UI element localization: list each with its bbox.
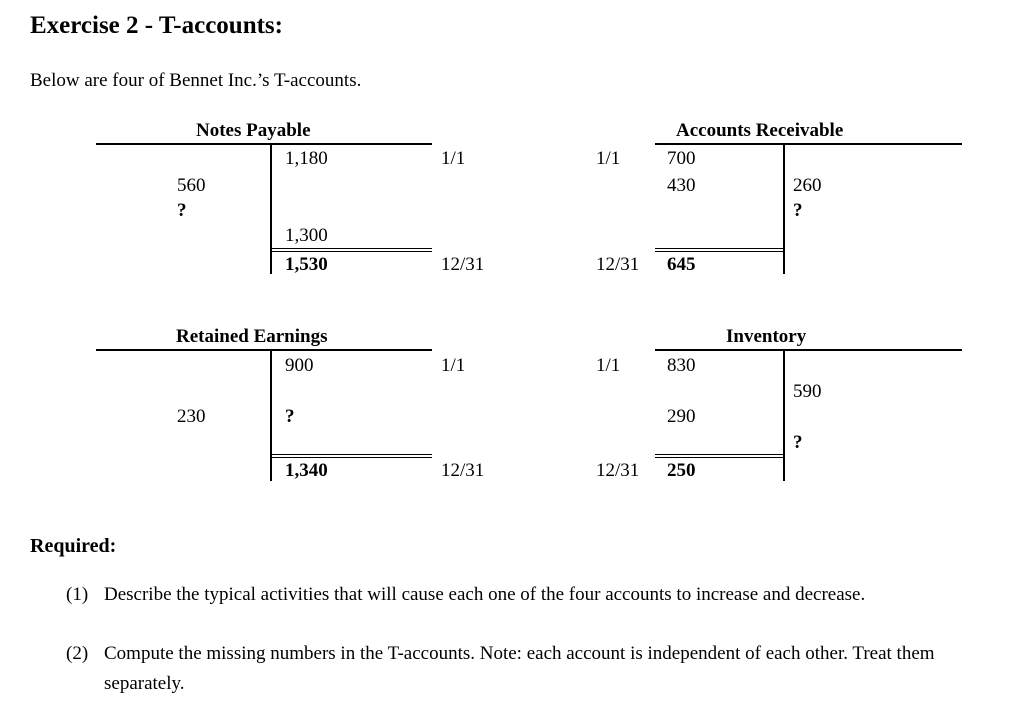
t-account-top-line <box>655 349 962 351</box>
account-title: Retained Earnings <box>176 326 328 347</box>
required-item <box>66 639 966 699</box>
ending-date: 12/31 <box>596 460 640 481</box>
debit-entry: 560 <box>177 175 206 196</box>
ending-balance: 645 <box>667 254 696 275</box>
ending-date: 12/31 <box>441 460 485 481</box>
ending-balance: 250 <box>667 460 696 481</box>
ending-date: 12/31 <box>596 254 640 275</box>
required-item <box>66 580 966 610</box>
debit-entry-missing: ? <box>177 200 187 221</box>
t-account-center-line <box>270 349 272 481</box>
t-account-top-line <box>655 143 962 145</box>
required-item-number: (2) <box>66 643 89 664</box>
t-account-center-line <box>783 349 785 481</box>
credit-entry: 260 <box>793 175 822 196</box>
entry-date: 1/1 <box>596 148 621 169</box>
account-title: Notes Payable <box>196 120 311 141</box>
total-double-line <box>270 248 432 252</box>
credit-entry-missing: ? <box>793 432 803 453</box>
credit-entry-missing: ? <box>793 200 803 221</box>
intro-text: Below are four of Bennet Inc.’s T-accounts. <box>30 70 362 91</box>
t-account-top-line <box>96 349 432 351</box>
total-double-line <box>655 454 783 458</box>
required-item-text: Compute the missing numbers in the T-accounts. Note: each account is independent of each other. Treat them separately. <box>104 643 935 694</box>
entry-date: 1/1 <box>441 148 466 169</box>
debit-entry: 430 <box>667 175 696 196</box>
credit-entry-missing: ? <box>285 406 295 427</box>
credit-entry: 900 <box>285 355 314 376</box>
debit-entry: 700 <box>667 148 696 169</box>
required-heading: Required: <box>30 535 117 557</box>
debit-entry: 230 <box>177 406 206 427</box>
entry-date: 1/1 <box>441 355 466 376</box>
ending-balance: 1,530 <box>285 254 328 275</box>
t-account-center-line <box>270 143 272 274</box>
t-account-top-line <box>96 143 432 145</box>
required-item-number: (1) <box>66 584 89 605</box>
debit-entry: 830 <box>667 355 696 376</box>
total-double-line <box>270 454 432 458</box>
total-double-line <box>655 248 783 252</box>
account-title: Accounts Receivable <box>676 120 844 141</box>
credit-entry: 1,180 <box>285 148 328 169</box>
required-item-text: Describe the typical activities that will cause each one of the four accounts to increase and decrease. <box>104 584 866 605</box>
debit-entry: 290 <box>667 406 696 427</box>
ending-date: 12/31 <box>441 254 485 275</box>
account-title: Inventory <box>726 326 807 347</box>
credit-entry: 590 <box>793 381 822 402</box>
ending-balance: 1,340 <box>285 460 328 481</box>
entry-date: 1/1 <box>596 355 621 376</box>
t-account-center-line <box>783 143 785 274</box>
page-title: Exercise 2 - T-accounts: <box>30 12 283 39</box>
credit-entry: 1,300 <box>285 225 328 246</box>
